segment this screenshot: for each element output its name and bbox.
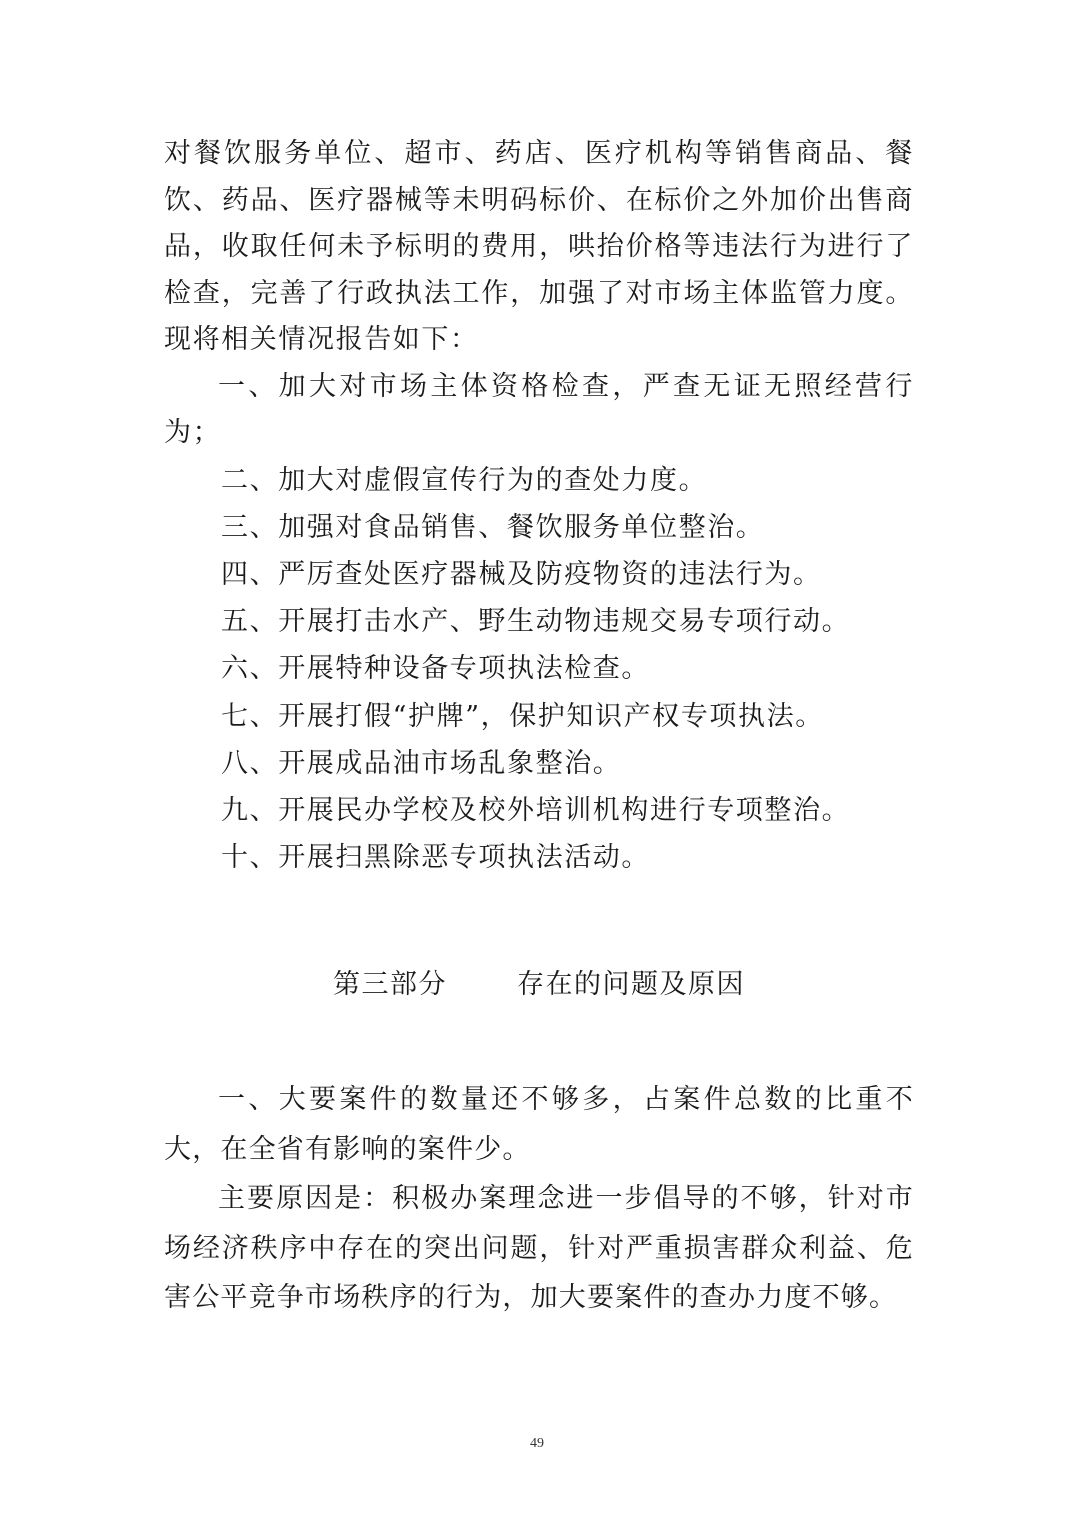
- list-item-9: 九、开展民办学校及校外培训机构进行专项整治。: [221, 794, 851, 826]
- intro-paragraph: 对餐饮服务单位、超市、药店、医疗机构等销售商品、餐饮、药品、医疗器械等未明码标价、在标价之外加价出售商品，收取任何未予标明的费用，哄抬价格等违法行为进行了检查，完善了行政执法工作，加强了对市场主体监管力度。现将相关情况报告如下：: [164, 138, 914, 355]
- section-heading-title: 存在的问题及原因: [517, 969, 745, 1000]
- page-number: 49: [530, 1436, 544, 1451]
- list-item-5: 五、开展打击水产、野生动物违规交易专项行动。: [221, 606, 851, 638]
- section-heading-part: 第三部分: [333, 969, 447, 1000]
- list-item-2: 二、加大对虚假宣传行为的查处力度。: [221, 464, 708, 496]
- list-item-8: 八、开展成品油市场乱象整治。: [221, 747, 622, 779]
- list-item-10: 十、开展扫黑除恶专项执法活动。: [221, 842, 650, 874]
- section-body: [164, 1075, 914, 1323]
- list-item-1: 一、加大对市场主体资格检查，严查无证无照经营行为；: [164, 370, 914, 448]
- problem-paragraph: 一、大要案件的数量还不够多，占案件总数的比重不大，在全省有影响的案件少。: [164, 1084, 914, 1165]
- reason-paragraph: 主要原因是：积极办案理念进一步倡导的不够，针对市场经济秩序中存在的突出问题，针对严重损害群众利益、危害公平竞争市场秩序的行为，加大要案件的查办力度不够。: [164, 1183, 914, 1313]
- list-item-4: 四、严厉查处医疗器械及防疫物资的违法行为。: [221, 558, 822, 590]
- list-item-7: 七、开展打假“护牌”，保护知识产权专项执法。: [221, 700, 824, 732]
- list-item-6: 六、开展特种设备专项执法检查。: [221, 653, 650, 685]
- body-text: [164, 131, 914, 881]
- section-heading: [0, 962, 1074, 1008]
- list-item-3: 三、加强对食品销售、餐饮服务单位整治。: [221, 511, 765, 543]
